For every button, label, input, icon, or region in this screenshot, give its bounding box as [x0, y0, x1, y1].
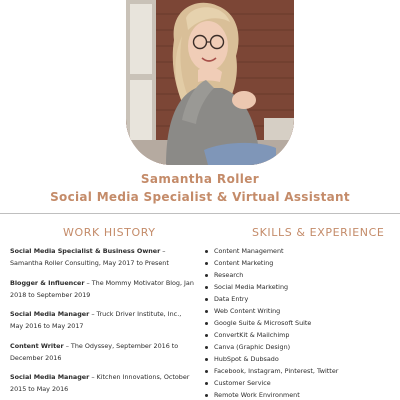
skill-label: Content Marketing — [214, 259, 274, 267]
skill-item — [205, 329, 338, 341]
job-details: – The Mommy Motivator Blog, Jan 2018 to September 2019 — [10, 278, 194, 299]
profile-photo — [126, 0, 294, 165]
skill-item — [205, 365, 338, 377]
skill-item — [205, 305, 338, 317]
skill-label: Remote Work Environment — [214, 391, 300, 399]
skill-label: HubSpot & Dubsado — [214, 355, 279, 363]
skills-list — [205, 245, 338, 400]
job-details: – Truck Driver Institute, Inc., May 2016 to May 2017 — [10, 310, 182, 330]
skill-item — [205, 341, 338, 353]
job-entry — [10, 277, 196, 301]
skill-label: Google Suite & Microsoft Suite — [214, 319, 312, 327]
skill-label: ConvertKit & Mailchimp — [214, 331, 290, 339]
skill-label: Facebook, Instagram, Pinterest, Twitter — [214, 367, 339, 375]
bullet-icon — [205, 394, 208, 397]
skill-item — [205, 281, 338, 293]
bullet-icon — [205, 286, 208, 289]
skill-label: Data Entry — [214, 295, 249, 303]
profile-headline: Social Media Specialist & Virtual Assistant — [50, 190, 350, 204]
bullet-icon — [205, 298, 208, 301]
skill-item — [205, 317, 338, 329]
bullet-icon — [205, 334, 208, 337]
skill-item — [205, 353, 338, 365]
skill-label: Customer Service — [214, 379, 271, 387]
job-role: Social Media Manager — [10, 310, 90, 318]
bullet-icon — [205, 346, 208, 349]
job-entry — [10, 340, 196, 364]
bullet-icon — [205, 250, 208, 253]
job-details: – Kitchen Innovations, October 2015 to May 2016 — [10, 373, 190, 393]
bullet-icon — [205, 274, 208, 277]
job-entry — [10, 371, 196, 395]
profile-name: Samantha Roller — [140, 172, 260, 186]
bullet-icon — [205, 262, 208, 265]
bullet-icon — [205, 322, 208, 325]
skill-item — [205, 257, 338, 269]
profile-photo-illustration — [126, 0, 294, 165]
skill-item — [205, 377, 338, 389]
skill-label: Content Management — [214, 247, 284, 255]
skill-item — [205, 389, 338, 400]
job-role: Blogger & Influencer — [10, 278, 85, 287]
skill-label: Research — [214, 271, 244, 279]
skills-heading: SKILLS & EXPERIENCE — [252, 226, 385, 239]
skill-item — [205, 245, 338, 257]
skill-item — [205, 293, 338, 305]
work-history-list — [10, 245, 196, 400]
bullet-icon — [205, 358, 208, 361]
job-details: – The Odyssey, September 2016 to December 2016 — [10, 341, 179, 362]
job-role: Content Writer — [10, 341, 64, 350]
skill-label: Canva (Graphic Design) — [214, 343, 291, 351]
bullet-icon — [205, 382, 208, 385]
job-role: Social Media Manager — [10, 373, 90, 381]
bullet-icon — [205, 370, 208, 373]
work-history-heading: WORK HISTORY — [63, 226, 156, 239]
section-divider — [0, 213, 400, 214]
skill-label: Social Media Marketing — [214, 283, 289, 291]
job-entry — [10, 308, 196, 332]
bullet-icon — [205, 310, 208, 313]
skill-item — [205, 269, 338, 281]
job-entry — [10, 245, 196, 269]
job-role: Social Media Specialist & Business Owner — [10, 247, 161, 255]
skill-label: Web Content Writing — [214, 307, 281, 315]
job-details: – Samantha Roller Consulting, May 2017 to Present — [10, 247, 169, 267]
